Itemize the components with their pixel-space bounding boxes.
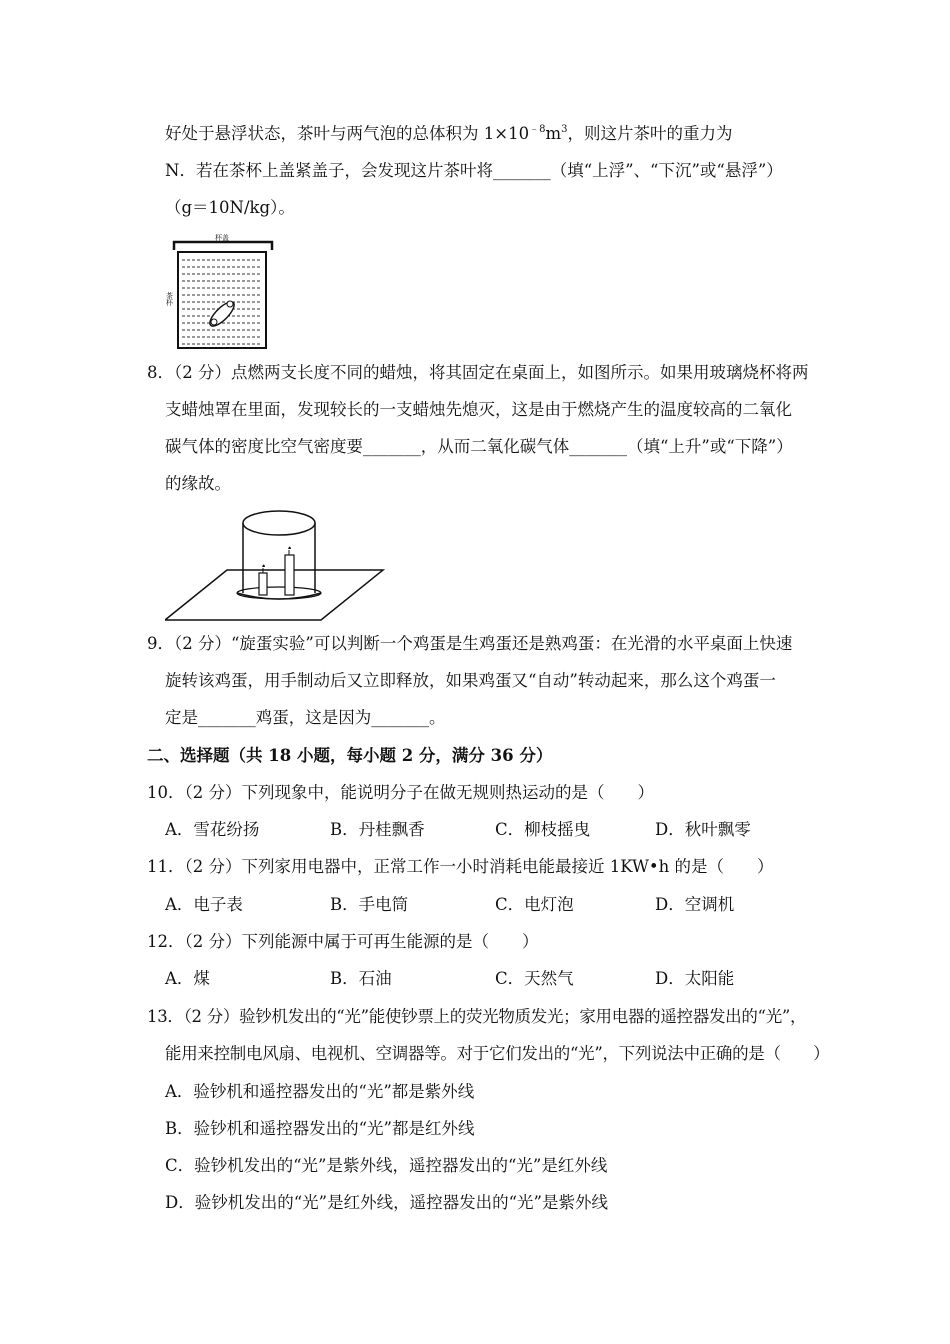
q12-option-a[interactable]: A．煤	[165, 969, 210, 988]
q13-option-c[interactable]: C．验钞机发出的“光”是紫外线，遥控器发出的“光”是红外线	[165, 1156, 608, 1175]
q11-option-a[interactable]: A．电子表	[165, 895, 243, 914]
tea-cup-figure	[160, 232, 280, 352]
q8-text-line-1: 8．（2 分）点燃两支长度不同的蜡烛，将其固定在桌面上，如图所示。如果用玻璃烧杯将两	[147, 363, 809, 382]
q13-text-line-2: 能用来控制电风扇、电视机、空调器等。对于它们发出的“光”，下列说法中正确的是（ ）	[165, 1044, 830, 1063]
short-candle	[259, 573, 267, 595]
table-surface	[165, 570, 383, 620]
q8-text-line-2: 支蜡烛罩在里面，发现较长的一支蜡烛先熄灭，这是由于燃烧产生的温度较高的二氧化	[165, 400, 792, 419]
q11-option-c[interactable]: C．电灯泡	[495, 895, 574, 914]
q11-stem: 11．（2 分）下列家用电器中，正常工作一小时消耗电能最接近 1KW•h 的是（ ）	[147, 857, 774, 876]
beaker-top	[243, 511, 315, 535]
q12-option-c[interactable]: C．天然气	[495, 969, 574, 988]
q7-text-line-2: N．若在茶杯上盖紧盖子，会发现这片茶叶将_______（填“上浮”、“下沉”或“悬浮”）	[165, 161, 783, 180]
q8-text-line-3: 碳气体的密度比空气密度要_______，从而二氧化碳气体_______（填“上升”或“下降”）	[165, 437, 793, 456]
q11-option-d[interactable]: D．空调机	[655, 895, 735, 914]
q9-text-line-3: 定是_______鸡蛋，这是因为_______。	[165, 708, 446, 727]
q10-stem: 10．（2 分）下列现象中，能说明分子在做无规则热运动的是（ ）	[147, 783, 654, 802]
candles-beaker-figure	[165, 505, 385, 625]
q8-text-line-4: 的缘故。	[165, 474, 231, 493]
q12-stem: 12．（2 分）下列能源中属于可再生能源的是（ ）	[147, 932, 539, 951]
cup-label: 茶杯	[165, 292, 173, 306]
q7-text-line-1: 好处于悬浮状态，茶叶与两气泡的总体积为 $1\times 10^{﹣8}m^3$，则这片茶叶的重力为	[165, 124, 733, 143]
q10-option-b[interactable]: B．丹桂飘香	[330, 820, 425, 839]
q9-text-line-2: 旋转该鸡蛋，用手制动后又立即释放，如果鸡蛋又“自动”转动起来，那么这个鸡蛋一	[165, 671, 776, 690]
long-candle	[285, 555, 294, 595]
section-2-title: 二、选择题（共 18 小题，每小题 2 分，满分 36 分）	[147, 746, 553, 765]
q10-option-d[interactable]: D．秋叶飘零	[655, 820, 751, 839]
q13-text-line-1: 13．（2 分）验钞机发出的“光”能使钞票上的荧光物质发光；家用电器的遥控器发出的“光”，	[147, 1007, 807, 1026]
q12-option-b[interactable]: B．石油	[330, 969, 392, 988]
q10-option-a[interactable]: A．雪花纷扬	[165, 820, 260, 839]
q12-option-d[interactable]: D．太阳能	[655, 969, 735, 988]
q9-text-line-1: 9．（2 分）“旋蛋实验”可以判断一个鸡蛋是生鸡蛋还是熟鸡蛋：在光滑的水平桌面上快速	[147, 634, 793, 653]
q13-option-d[interactable]: D．验钞机发出的“光”是红外线，遥控器发出的“光”是紫外线	[165, 1193, 608, 1212]
q13-option-b[interactable]: B．验钞机和遥控器发出的“光”都是红外线	[165, 1119, 475, 1138]
q10-option-c[interactable]: C．柳枝摇曳	[495, 820, 591, 839]
cup-lid-label: 杯盖	[215, 235, 229, 242]
q7-text-line-3: （g＝10N/kg）。	[165, 198, 295, 217]
q13-option-a[interactable]: A．验钞机和遥控器发出的“光”都是紫外线	[165, 1082, 475, 1101]
q11-option-b[interactable]: B．手电筒	[330, 895, 409, 914]
